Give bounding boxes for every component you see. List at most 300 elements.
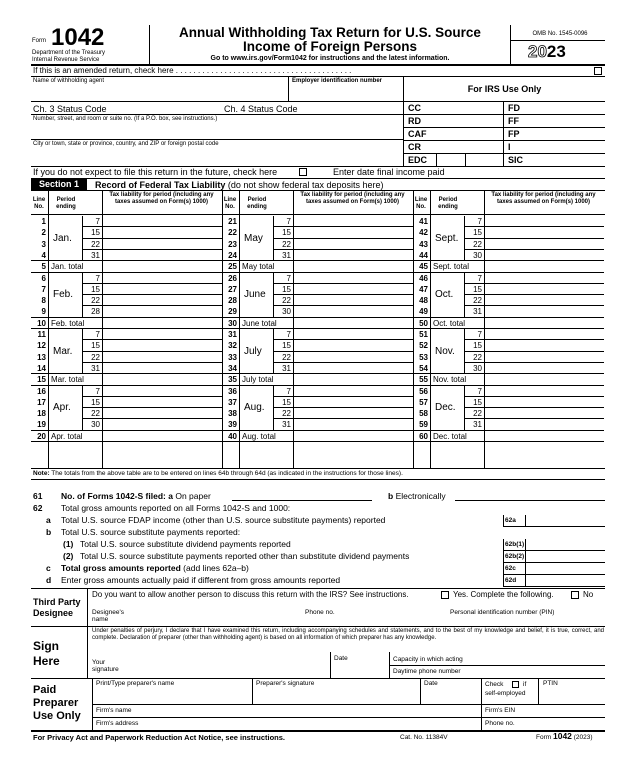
period-day: 15 xyxy=(282,228,291,238)
check-word: Check xyxy=(485,681,504,688)
row-rule xyxy=(464,305,604,306)
row-rule xyxy=(82,305,222,306)
line-number: 36 xyxy=(228,386,237,396)
your-signature-label: Your signature xyxy=(92,659,119,673)
line62a-rule xyxy=(503,526,605,527)
month-name: Oct. xyxy=(435,289,454,301)
liability-input[interactable] xyxy=(103,296,220,305)
irs-code-right: FD xyxy=(508,103,520,113)
liability-input[interactable] xyxy=(294,398,411,407)
month-name: Jan. xyxy=(53,232,72,244)
month-name: Mar. xyxy=(53,345,73,357)
row-rule xyxy=(273,249,413,250)
total-line-number: 30 xyxy=(228,318,237,328)
liability-input[interactable] xyxy=(103,387,220,396)
row-rule xyxy=(273,226,413,227)
liability-input[interactable] xyxy=(294,387,411,396)
self-employed-check xyxy=(485,681,503,688)
self-employed-checkbox[interactable] xyxy=(512,681,519,688)
total-rule xyxy=(413,272,604,273)
line-number: 58 xyxy=(419,409,428,419)
line-number: 32 xyxy=(228,341,237,351)
row-rule xyxy=(82,418,222,419)
future-label: If you do not expect to file this return in the future, check here xyxy=(33,167,278,177)
line62b2-code: 62b(2) xyxy=(505,553,525,560)
firm-address-label: Firm's address xyxy=(96,720,139,727)
period-day: 7 xyxy=(286,217,291,226)
line-number: 51 xyxy=(419,330,428,339)
month-day-divider xyxy=(82,216,83,261)
line62b1-label: Total U.S. source substitute dividend payments reported xyxy=(80,539,291,549)
total-rule xyxy=(31,441,222,442)
irs-code-left: CC xyxy=(408,103,421,113)
liability-input[interactable] xyxy=(294,420,411,429)
section1-note: (do not show federal tax deposits here) xyxy=(227,180,384,190)
capacity-label: Capacity in which acting xyxy=(393,656,463,663)
liability-input[interactable] xyxy=(294,330,411,339)
total-line-number: 15 xyxy=(37,375,46,385)
irs-grid-rule xyxy=(403,114,605,115)
col-divider xyxy=(430,190,431,468)
line61-elec xyxy=(388,491,446,501)
line62c-label-rest: (add lines 62a–b) xyxy=(180,563,249,573)
preparer-name-label: Print/Type preparer's name xyxy=(96,680,175,687)
line-number: 7 xyxy=(41,284,46,294)
line-number: 46 xyxy=(419,273,428,283)
sign-date-label: Date xyxy=(334,655,348,662)
line-number: 4 xyxy=(41,250,46,260)
total-line-number: 10 xyxy=(37,318,46,328)
row-rule xyxy=(273,351,413,352)
dept-line1: Department of the Treasury xyxy=(32,50,106,56)
line-number: 38 xyxy=(228,409,237,419)
period-day: 15 xyxy=(91,397,100,407)
line62b1-amount[interactable] xyxy=(525,539,606,550)
note-bold: Note: xyxy=(33,470,50,477)
period-day: 15 xyxy=(282,397,291,407)
liability-input[interactable] xyxy=(485,217,602,226)
line62c-letter: c xyxy=(46,563,51,573)
period-day: 7 xyxy=(95,386,100,396)
line-number: 26 xyxy=(228,273,237,283)
line-number: 34 xyxy=(228,363,237,373)
period-day: 22 xyxy=(91,352,100,362)
liability-input[interactable] xyxy=(485,409,602,418)
line-number: 23 xyxy=(228,239,237,249)
total-line-number: 25 xyxy=(228,262,237,272)
period-day: 30 xyxy=(473,363,482,373)
table-note xyxy=(33,470,403,477)
line-number: 56 xyxy=(419,386,428,396)
liability-input[interactable] xyxy=(103,398,220,407)
row-rule xyxy=(273,238,413,239)
month-total: Apr. total xyxy=(51,431,83,441)
line61-label-bold: No. of Forms 1042-S filed: a xyxy=(61,491,173,501)
total-rule xyxy=(222,441,413,442)
line62a-label: Total U.S. source FDAP income (other than U.S. source substitute payments) reported xyxy=(61,515,386,525)
row-rule xyxy=(82,407,222,408)
liability-input[interactable] xyxy=(294,296,411,305)
ein-label: Employer identification number xyxy=(292,78,383,84)
line-number: 41 xyxy=(419,217,428,226)
dept-line2: Internal Revenue Service xyxy=(32,57,100,63)
line-number: 9 xyxy=(41,307,46,317)
irs-code-left: EDC xyxy=(408,155,428,165)
line-number: 44 xyxy=(419,250,428,260)
cat-number: Cat. No. 11384V xyxy=(400,734,448,741)
month-day-divider xyxy=(464,216,465,261)
period-day: 7 xyxy=(477,217,482,226)
line62d-rule xyxy=(503,586,605,587)
liability-input[interactable] xyxy=(103,274,220,283)
row-rule xyxy=(82,339,222,340)
liability-input[interactable] xyxy=(103,364,220,373)
period-day: 31 xyxy=(282,420,291,430)
period-day: 22 xyxy=(282,352,291,362)
month-day-divider xyxy=(82,386,83,431)
line61-elec-text: Electronically xyxy=(395,491,446,501)
month-name: Dec. xyxy=(435,402,456,414)
period-day: 31 xyxy=(282,363,291,373)
total-rule xyxy=(31,385,222,386)
month-name: May xyxy=(244,232,263,244)
month-day-divider xyxy=(464,329,465,374)
total-line-number: 35 xyxy=(228,375,237,385)
period-day: 22 xyxy=(91,239,100,249)
line-number: 22 xyxy=(228,228,237,238)
month-day-divider xyxy=(464,386,465,431)
col-header-line: Line No. xyxy=(223,197,237,210)
month-name: Nov. xyxy=(435,345,455,357)
month-day-divider xyxy=(273,216,274,261)
footer-year: (2023) xyxy=(573,734,593,741)
line62c-amount[interactable] xyxy=(525,563,606,574)
liability-input[interactable] xyxy=(103,420,220,429)
row-rule xyxy=(464,396,604,397)
irs-grid-rule xyxy=(403,127,605,128)
liability-input[interactable] xyxy=(294,341,411,350)
line-number: 28 xyxy=(228,296,237,306)
liability-input[interactable] xyxy=(103,330,220,339)
col-divider xyxy=(239,190,240,468)
liability-input[interactable] xyxy=(103,217,220,226)
row-rule xyxy=(464,283,604,284)
period-day: 15 xyxy=(282,341,291,351)
line-number: 59 xyxy=(419,420,428,430)
liability-input[interactable] xyxy=(485,398,602,407)
future-checkbox[interactable] xyxy=(299,168,307,176)
month-total: July total xyxy=(242,375,274,385)
line62d-amount[interactable] xyxy=(525,575,606,586)
row-rule xyxy=(273,283,413,284)
liability-input[interactable] xyxy=(294,409,411,418)
line-number: 29 xyxy=(228,307,237,317)
liability-input[interactable] xyxy=(103,307,220,316)
row-rule xyxy=(82,238,222,239)
period-day: 22 xyxy=(473,352,482,362)
liability-input[interactable] xyxy=(485,420,602,429)
line62b2-num: (2) xyxy=(63,551,74,561)
liability-input[interactable] xyxy=(485,307,602,316)
total-line-number: 20 xyxy=(37,431,46,441)
col-header-liability: Tax liability for period (including any taxes assumed on Form(s) 1000) xyxy=(300,192,405,205)
period-day: 22 xyxy=(91,296,100,306)
month-day-divider xyxy=(464,273,465,318)
liability-input[interactable] xyxy=(294,353,411,362)
self-employed-label: self-employed xyxy=(485,690,526,697)
liability-input[interactable] xyxy=(103,285,220,294)
ch4-status[interactable]: Ch. 4 Status Code xyxy=(224,104,298,114)
line62c-code: 62c xyxy=(503,563,525,574)
liability-input[interactable] xyxy=(294,251,411,260)
section1-tag: Section 1 xyxy=(31,178,87,190)
row-rule xyxy=(273,294,413,295)
footer-form-word: Form xyxy=(536,734,552,741)
row-rule xyxy=(82,283,222,284)
col-header-liability: Tax liability for period (including any taxes assumed on Form(s) 1000) xyxy=(109,192,214,205)
line-number: 18 xyxy=(37,409,46,419)
line-number: 49 xyxy=(419,307,428,317)
row-rule xyxy=(464,351,604,352)
liability-input[interactable] xyxy=(485,364,602,373)
period-day: 30 xyxy=(282,307,291,317)
month-day-divider xyxy=(273,386,274,431)
line-number: 13 xyxy=(37,352,46,362)
line-number: 21 xyxy=(228,217,237,226)
line-number: 54 xyxy=(419,363,428,373)
third-party-title1: Third Party xyxy=(33,597,81,607)
liability-input[interactable] xyxy=(485,387,602,396)
period-day: 7 xyxy=(286,330,291,339)
line-number: 43 xyxy=(419,239,428,249)
liability-input[interactable] xyxy=(103,228,220,237)
period-day: 15 xyxy=(91,228,100,238)
liability-input[interactable] xyxy=(294,217,411,226)
line62a-letter: a xyxy=(46,515,51,525)
tp-question: Do you want to allow another person to discuss this return with the IRS? See instructions. xyxy=(92,590,409,599)
preparer-title3: Use Only xyxy=(33,710,81,722)
liability-input[interactable] xyxy=(294,274,411,283)
line-number: 47 xyxy=(419,284,428,294)
month-name: Aug. xyxy=(244,402,265,414)
line-number: 11 xyxy=(37,330,46,339)
amended-text: If this is an amended return, check here xyxy=(33,66,174,75)
tp-phone-label: Phone no. xyxy=(305,609,335,616)
tp-no-label: No xyxy=(583,590,594,599)
row-rule xyxy=(464,407,604,408)
liability-input[interactable] xyxy=(485,341,602,350)
month-day-divider xyxy=(273,273,274,318)
liability-input[interactable] xyxy=(485,285,602,294)
month-total: Dec. total xyxy=(433,431,467,441)
line62a-amount[interactable] xyxy=(525,515,606,526)
year-outline: 20 xyxy=(528,42,547,61)
sign-title1: Sign xyxy=(33,639,59,653)
period-day: 31 xyxy=(91,250,100,260)
period-day: 15 xyxy=(473,397,482,407)
liability-input[interactable] xyxy=(485,296,602,305)
line62b2-label: Total U.S. source substitute payments reported other than substitute dividend payments xyxy=(80,551,410,561)
line-number: 16 xyxy=(37,386,46,396)
row-rule xyxy=(82,351,222,352)
edc-divider xyxy=(465,153,466,166)
total-line-number: 5 xyxy=(41,262,46,272)
line-number: 1 xyxy=(41,217,46,226)
row-rule xyxy=(82,362,222,363)
line-number: 53 xyxy=(419,352,428,362)
line62c-label xyxy=(61,563,249,573)
month-name: Sept. xyxy=(435,232,459,244)
liability-input[interactable] xyxy=(485,330,602,339)
city-label: City or town, state or province, country, and ZIP or foreign postal code xyxy=(33,141,219,147)
line62-label: Total gross amounts reported on all Forms 1042-S and 1000: xyxy=(61,503,291,513)
month-total: May total xyxy=(242,262,275,272)
preparer-sig-label: Preparer's signature xyxy=(256,680,315,687)
total-rule xyxy=(222,385,413,386)
liability-input[interactable] xyxy=(294,285,411,294)
row-rule xyxy=(273,362,413,363)
line-number: 27 xyxy=(228,284,237,294)
period-day: 15 xyxy=(91,341,100,351)
col-header-liability: Tax liability for period (including any taxes assumed on Form(s) 1000) xyxy=(491,192,596,205)
line-number: 6 xyxy=(41,273,46,283)
month-total: Jan. total xyxy=(51,262,84,272)
ptin-label: PTIN xyxy=(543,680,558,687)
total-rule xyxy=(413,385,604,386)
irs-code-right: SIC xyxy=(508,155,524,165)
total-rule xyxy=(31,272,222,273)
month-total: Nov. total xyxy=(433,375,467,385)
line62b2-amount[interactable] xyxy=(525,551,606,562)
row-rule xyxy=(273,418,413,419)
period-day: 31 xyxy=(473,420,482,430)
liability-input[interactable] xyxy=(103,409,220,418)
period-day: 30 xyxy=(473,250,482,260)
goto-text: Go to www.irs.gov/Form1042 for instructions and the latest information. xyxy=(210,55,450,62)
line-number: 48 xyxy=(419,296,428,306)
line-number: 57 xyxy=(419,397,428,407)
liability-input[interactable] xyxy=(103,240,220,249)
total-rule xyxy=(413,328,604,329)
row-rule xyxy=(273,339,413,340)
line-number: 37 xyxy=(228,397,237,407)
preparer-date-label: Date xyxy=(424,680,438,687)
liability-input[interactable] xyxy=(485,274,602,283)
perjury-statement: Under penalties of perjury, I declare that I have examined this return, including accompanying schedules and statements, and to the best of my knowledge and belief, it is true, correct, and complete. Declaration of preparer (other than withholding agent) is based on all information of which preparer has any knowledge. xyxy=(92,628,604,641)
title-line2: Income of Foreign Persons xyxy=(242,39,418,54)
col-header-period: Period ending xyxy=(56,197,76,210)
line-number: 24 xyxy=(228,250,237,260)
period-day: 30 xyxy=(91,420,100,430)
tp-yes-checkbox[interactable] xyxy=(441,591,449,599)
row-rule xyxy=(464,339,604,340)
period-day: 22 xyxy=(282,409,291,419)
liability-input[interactable] xyxy=(485,228,602,237)
liability-input[interactable] xyxy=(294,228,411,237)
period-day: 22 xyxy=(473,296,482,306)
liability-input[interactable] xyxy=(103,353,220,362)
privacy-notice: For Privacy Act and Paperwork Reduction Act Notice, see instructions. xyxy=(33,733,286,742)
designee-name-label: Designee's name xyxy=(92,609,124,623)
tax-year xyxy=(528,42,566,62)
tp-yes-label: Yes. Complete the following. xyxy=(453,590,554,599)
row-rule xyxy=(464,294,604,295)
liability-input[interactable] xyxy=(294,240,411,249)
row-rule xyxy=(464,249,604,250)
sign-title2: Here xyxy=(33,654,60,668)
row-rule xyxy=(82,226,222,227)
amended-label xyxy=(33,66,351,75)
amended-checkbox[interactable] xyxy=(594,67,602,75)
line-number: 8 xyxy=(41,296,46,306)
liability-input[interactable] xyxy=(294,307,411,316)
omb-number: OMB No. 1545-0096 xyxy=(532,31,588,37)
irs-code-right: I xyxy=(508,142,511,152)
irs-use-only: For IRS Use Only xyxy=(467,84,542,94)
liability-input[interactable] xyxy=(103,341,220,350)
if-word: if xyxy=(523,681,527,688)
line-number: 3 xyxy=(41,239,46,249)
irs-code-right: FP xyxy=(508,129,520,139)
line62c-label-bold: Total gross amounts reported xyxy=(61,563,181,573)
irs-code-left: CAF xyxy=(408,129,427,139)
liability-input[interactable] xyxy=(485,353,602,362)
period-day: 7 xyxy=(477,273,482,283)
total-line-number: 40 xyxy=(228,431,237,441)
liability-input[interactable] xyxy=(294,364,411,373)
col-header-line: Line No. xyxy=(414,197,428,210)
form-word: Form xyxy=(32,38,46,44)
line-number: 31 xyxy=(228,330,237,339)
period-day: 15 xyxy=(473,284,482,294)
period-day: 22 xyxy=(282,239,291,249)
irs-code-right: FF xyxy=(508,116,519,126)
month-day-divider xyxy=(82,273,83,318)
row-rule xyxy=(464,226,604,227)
month-name: June xyxy=(244,289,266,301)
edc-divider xyxy=(436,153,437,166)
period-day: 22 xyxy=(473,409,482,419)
line-number: 19 xyxy=(37,420,46,430)
line-number: 17 xyxy=(37,397,46,407)
line62b1-code: 62b(1) xyxy=(505,541,525,548)
preparer-title1: Paid xyxy=(33,684,57,696)
amended-dots: . . . . . . . . . . . . . . . . . . . . . . . . . . . . . . . . . . . . . . . . xyxy=(175,66,352,75)
tp-no-checkbox[interactable] xyxy=(571,591,579,599)
period-day: 28 xyxy=(91,307,100,317)
liability-input[interactable] xyxy=(103,251,220,260)
liability-input[interactable] xyxy=(485,251,602,260)
month-day-divider xyxy=(82,329,83,374)
liability-input[interactable] xyxy=(485,240,602,249)
month-name: July xyxy=(244,345,262,357)
month-day-divider xyxy=(273,329,274,374)
total-rule xyxy=(222,272,413,273)
total-rule xyxy=(222,328,413,329)
total-rule xyxy=(31,328,222,329)
period-day: 7 xyxy=(286,273,291,283)
tp-pin-label: Personal identification number (PIN) xyxy=(450,609,555,616)
total-line-number: 50 xyxy=(419,318,428,328)
note-text: The totals from the above table are to be entered on lines 64b through 64d (as indicated in the instructions for those lines). xyxy=(49,470,403,477)
firm-ein-label: Firm's EIN xyxy=(485,707,516,714)
third-party-title2: Designee xyxy=(33,608,74,618)
ch3-status[interactable]: Ch. 3 Status Code xyxy=(33,104,107,114)
row-rule xyxy=(464,238,604,239)
row-rule xyxy=(273,396,413,397)
col-header-line: Line No. xyxy=(32,197,46,210)
month-total: June total xyxy=(242,318,277,328)
